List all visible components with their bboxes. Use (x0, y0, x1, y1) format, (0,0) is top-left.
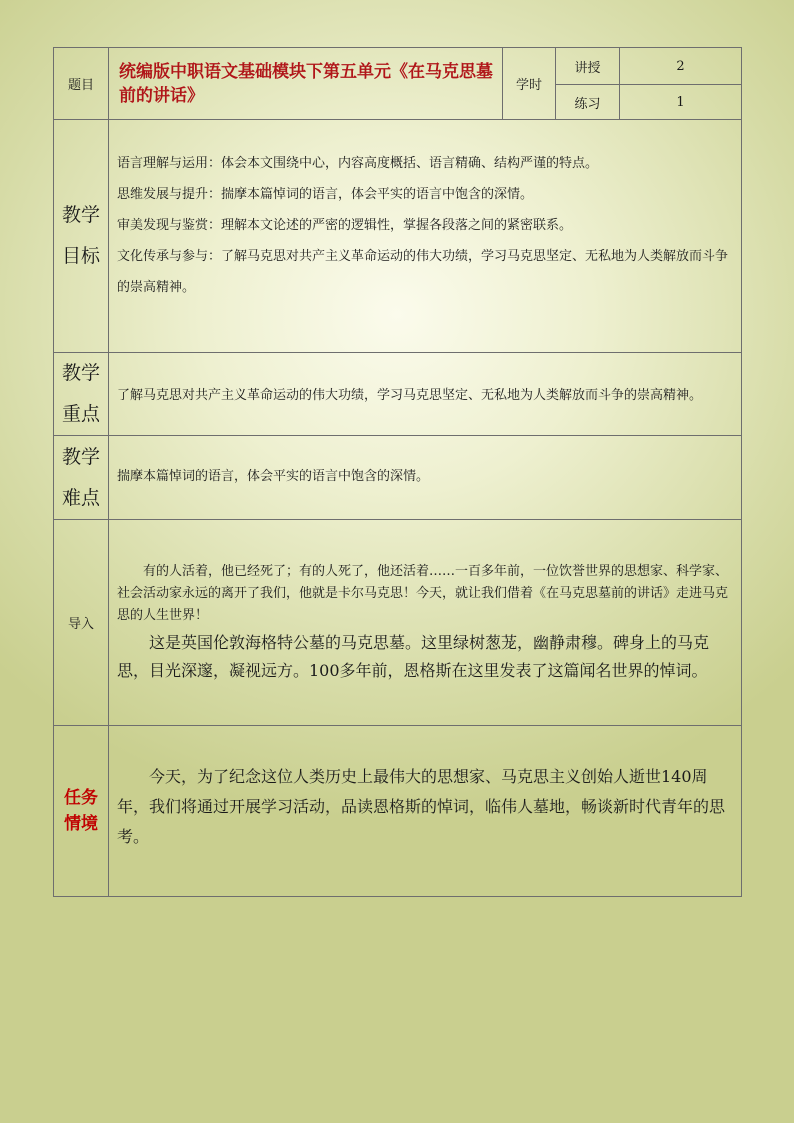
lesson-plan-table (53, 47, 742, 897)
key-points-text: 了解马克思对共产主义革命运动的伟大功绩，学习马克思坚定、无私地为人类解放而斗争的崇高精神。 (109, 353, 742, 436)
practice-label: 练习 (556, 85, 620, 120)
topic-title: 统编版中职语文基础模块下第五单元《在马克思墓前的讲话》 (109, 48, 503, 120)
header-row-1 (54, 48, 742, 85)
difficulties-text: 揣摩本篇悼词的语言，体会平实的语言中饱含的深情。 (109, 436, 742, 520)
objectives-label (54, 120, 109, 353)
difficulties-label (54, 436, 109, 520)
key-points-label-line2: 重点 (61, 403, 100, 425)
lecture-label: 讲授 (556, 48, 620, 85)
lecture-value: 2 (620, 48, 742, 85)
difficulties-label-line2: 难点 (61, 486, 100, 509)
objectives-label-line2: 目标 (61, 245, 100, 267)
key-points-label (54, 353, 109, 436)
introduction-paragraph-2: 这是英国伦敦海格特公墓的马克思墓。这里绿树葱茏，幽静肃穆。碑身上的马克思，目光深邃，凝视远方。100多年前，恩格斯在这里发表了这篇闻名世界的悼词。 (117, 632, 710, 680)
task-label-line1: 任务 (64, 788, 98, 808)
introduction-paragraph-1: 有的人活着，他已经死了；有的人死了，他还活着……一百多年前，一位饮誉世界的思想家、科学家、社会活动家永远的离开了我们，他就是卡尔马克思！今天，就让我们借着《在马克思墓前的讲话》走进马克思的人生世界！ (117, 563, 729, 623)
objectives-label-line1: 教学 (61, 204, 100, 226)
hours-label: 学时 (503, 48, 556, 120)
difficulties-label-line1: 教学 (61, 445, 100, 468)
objectives-content (109, 120, 742, 353)
objective-item: 思维发展与提升：揣摩本篇悼词的语言，体会平实的语言中饱含的深情。 (117, 187, 534, 202)
objective-item: 语言理解与运用：体会本文围绕中心，内容高度概括、语言精确、结构严谨的特点。 (117, 156, 599, 171)
task-label-line2: 情境 (64, 814, 98, 834)
introduction-content (109, 520, 742, 726)
key-points-row (54, 353, 742, 436)
practice-value: 1 (620, 85, 742, 120)
key-points-label-line1: 教学 (61, 362, 100, 384)
task-text: 今天，为了纪念这位人类历史上最伟大的思想家、马克思主义创始人逝世140周年，我们将通过开展学习活动，品读恩格斯的悼词，临伟人墓地，畅谈新时代青年的思考。 (109, 726, 742, 897)
task-label (54, 726, 109, 897)
introduction-label: 导入 (54, 520, 109, 726)
objective-item: 审美发现与鉴赏：理解本文论述的严密的逻辑性，掌握各段落之间的紧密联系。 (117, 218, 573, 233)
difficulties-row (54, 436, 742, 520)
topic-label: 题目 (54, 48, 109, 120)
objectives-row (54, 120, 742, 353)
task-row (54, 726, 742, 897)
objective-item: 文化传承与参与：了解马克思对共产主义革命运动的伟大功绩，学习马克思坚定、无私地为人类解放而斗争的崇高精神。 (117, 249, 729, 295)
introduction-row (54, 520, 742, 726)
